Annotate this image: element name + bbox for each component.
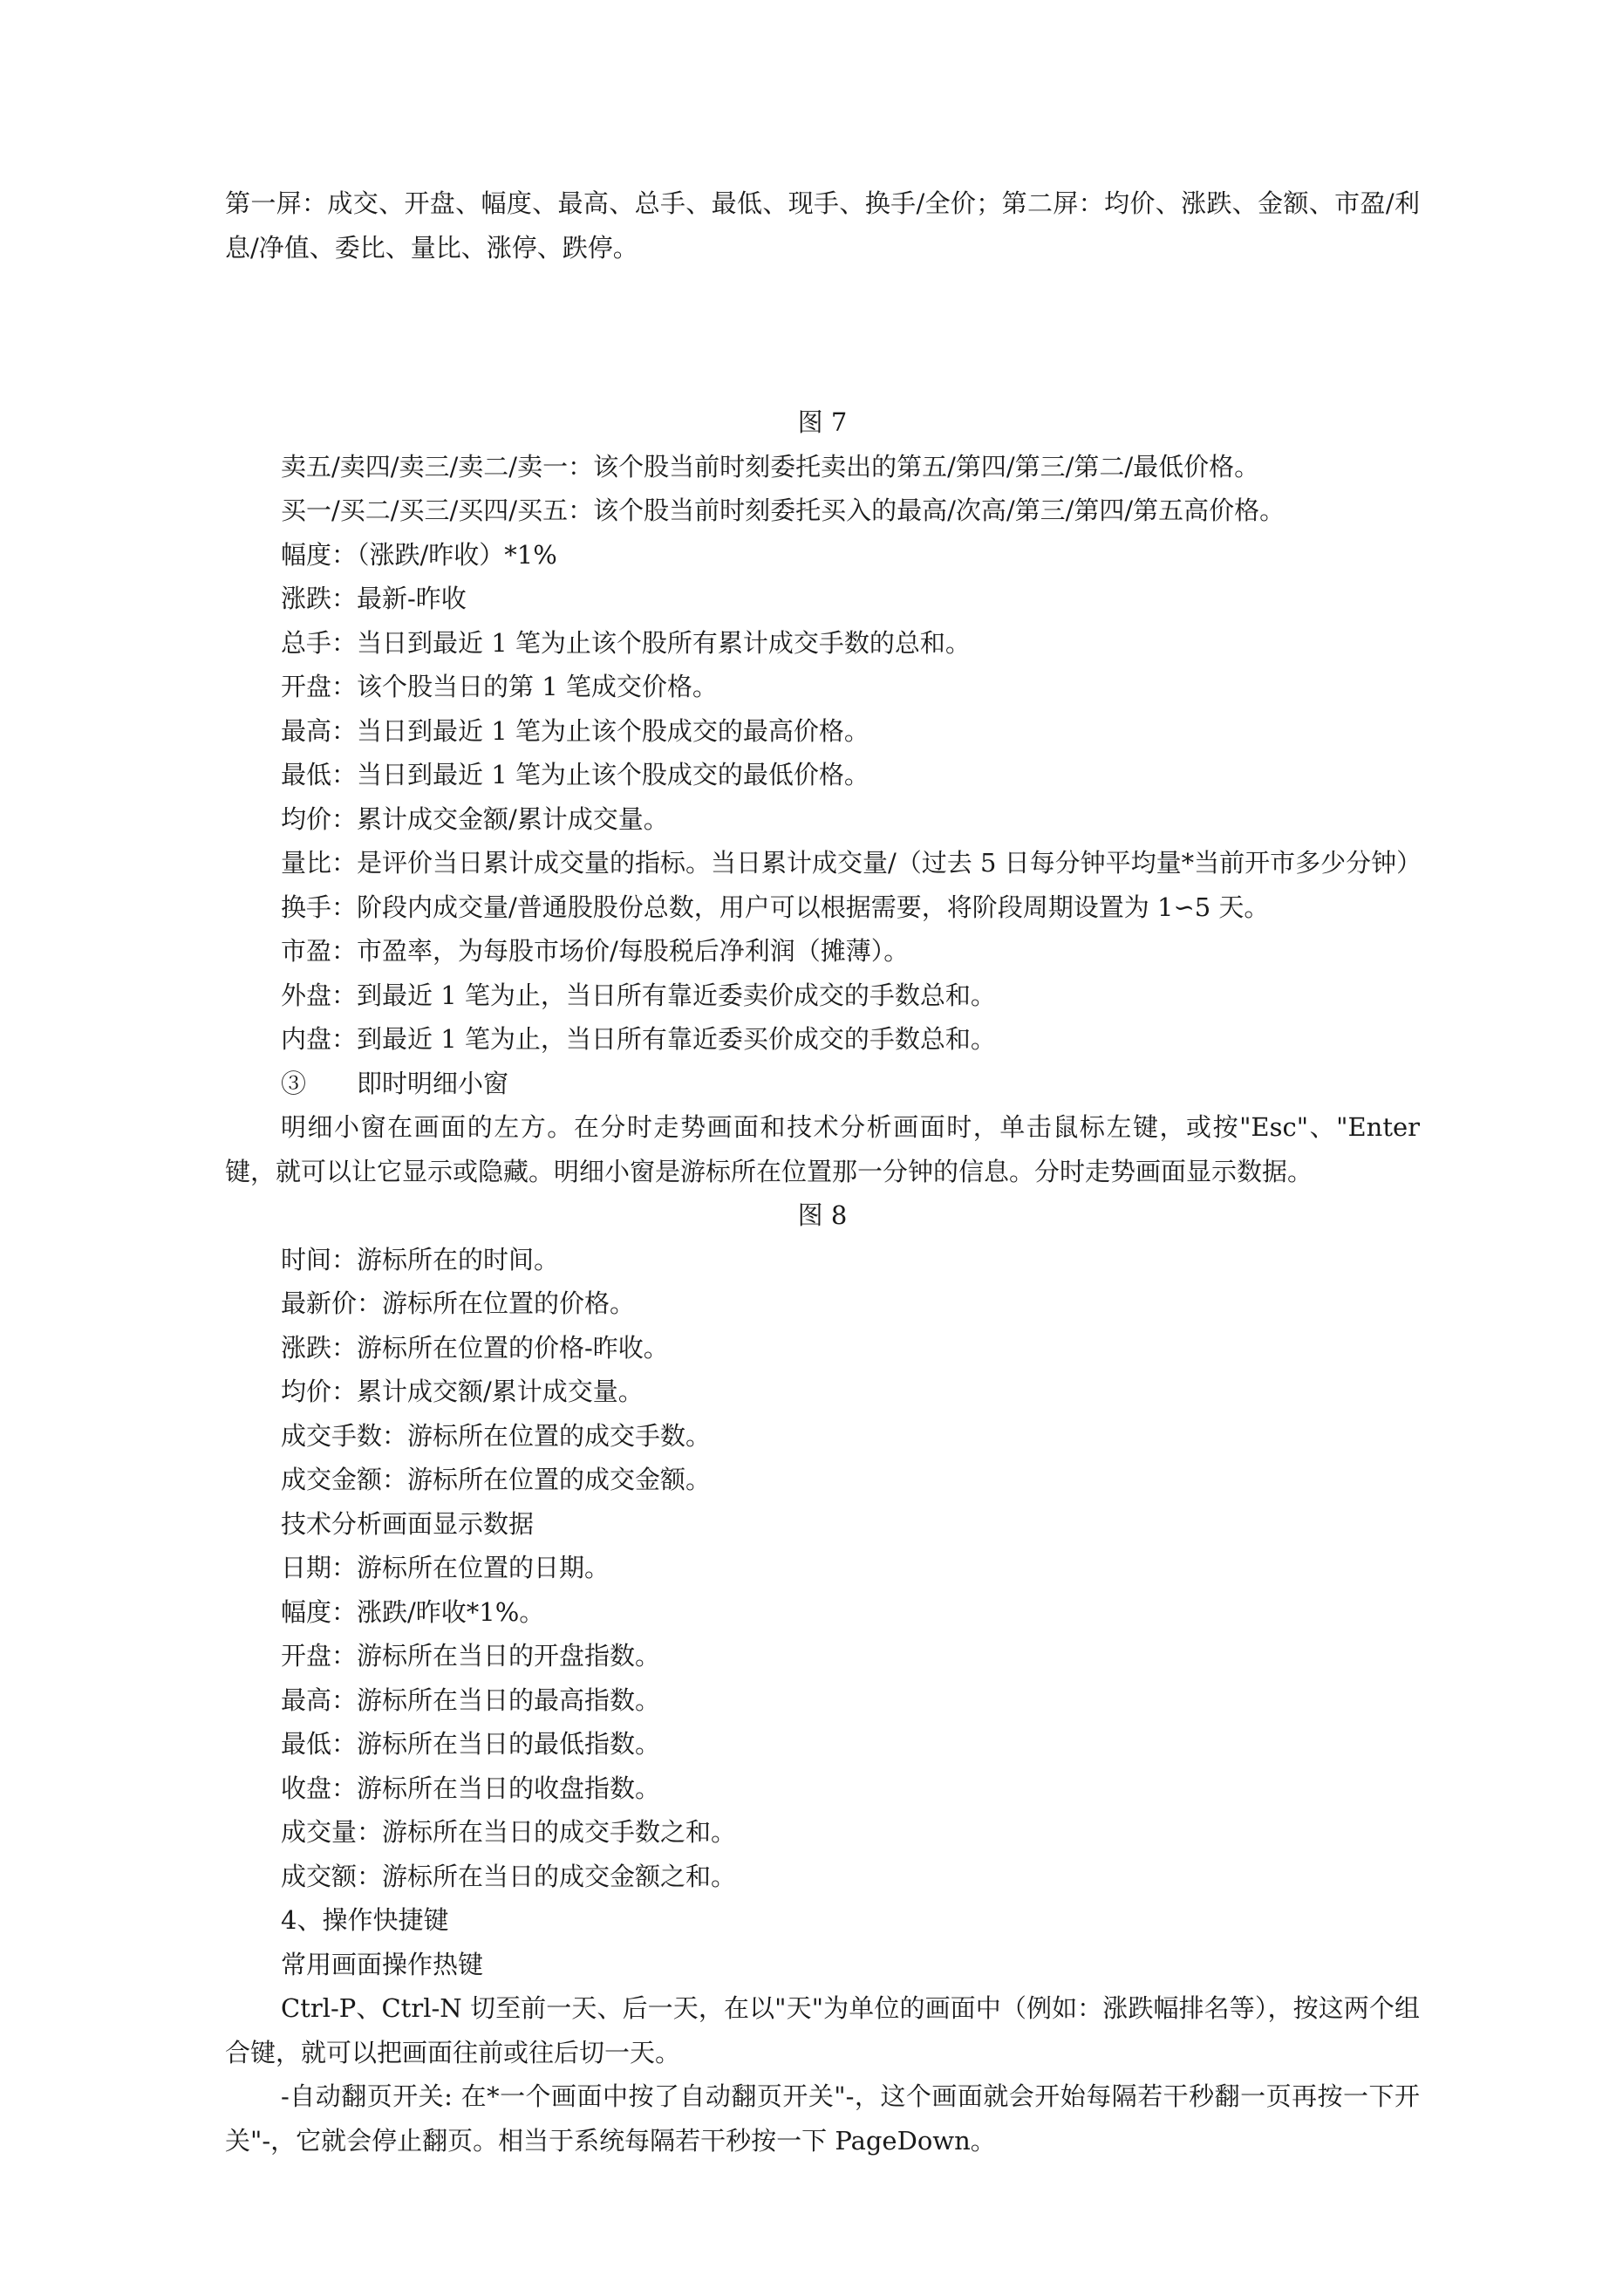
definitions-list-2	[225, 1238, 1420, 2163]
intro-paragraph: 第一屏：成交、开盘、幅度、最高、总手、最低、现手、换手/全价；第二屏：均价、涨跌、金额、市盈/利息/净值、委比、量比、涨停、跌停。	[225, 188, 1420, 263]
def-high: 最高：当日到最近 1 笔为止该个股成交的最高价格。	[281, 715, 869, 746]
def-amplitude: 幅度：（涨跌/昨收）*1%	[281, 539, 557, 570]
def-high-index: 最高：游标所在当日的最高指数。	[281, 1684, 661, 1715]
def-open-index: 开盘：游标所在当日的开盘指数。	[281, 1641, 661, 1671]
heading-shortcuts: 4、操作快捷键	[281, 1905, 449, 1935]
def-amount-sum: 成交额：游标所在当日的成交金额之和。	[281, 1861, 737, 1891]
def-low-index: 最低：游标所在当日的最低指数。	[281, 1729, 661, 1759]
hotkey-auto-page: -自动翻页开关: 在*一个画面中按了自动翻页开关"-，这个画面就会开始每隔若干秒翻一页再按一下开关"-，它就会停止翻页。相当于系统每隔若干秒按一下 PageDown。	[225, 2081, 1420, 2156]
figure-8-caption: 图 8	[797, 1200, 848, 1230]
def-trade-amount: 成交金额：游标所在位置的成交金额。	[281, 1465, 712, 1494]
def-buy-levels: 买一/买二/买三/买四/买五：该个股当前时刻委托买入的最高/次高/第三/第四/第五高价格。	[281, 495, 1285, 525]
figure-7-caption: 图 7	[797, 407, 848, 437]
def-change-2: 涨跌：游标所在位置的价格-昨收。	[281, 1332, 669, 1363]
def-turnover: 换手：阶段内成交量/普通股股份总数，用户可以根据需要，将阶段周期设置为 1∽5 天。	[281, 892, 1270, 922]
def-low: 最低：当日到最近 1 笔为止该个股成交的最低价格。	[281, 760, 869, 789]
heading-tech-analysis-data: 技术分析画面显示数据	[281, 1508, 535, 1539]
def-average-price: 均价：累计成交金额/累计成交量。	[281, 803, 669, 834]
def-volume-sum: 成交量：游标所在当日的成交手数之和。	[281, 1817, 737, 1847]
figure-7-space	[225, 270, 1420, 400]
def-pe-ratio: 市盈：市盈率，为每股市场价/每股税后净利润（摊薄）。	[281, 936, 910, 966]
section-detail-window: ③ 即时明细小窗	[281, 1068, 509, 1098]
def-sell-levels: 卖五/卖四/卖三/卖二/卖一：该个股当前时刻委托卖出的第五/第四/第三/第二/最低价格。	[281, 451, 1260, 482]
hotkey-ctrl-p-n: Ctrl-P、Ctrl-N 切至前一天、后一天，在以"天"为单位的画面中（例如：涨跌幅排名等），按这两个组合键，就可以把画面往前或往后切一天。	[225, 1993, 1420, 2067]
def-amplitude-2: 幅度：涨跌/昨收*1%。	[281, 1596, 545, 1627]
def-change: 涨跌：最新-昨收	[281, 584, 467, 613]
definitions-list-1	[225, 445, 1420, 1194]
def-time: 时间：游标所在的时间。	[281, 1244, 560, 1274]
def-volume-ratio: 量比：是评价当日累计成交量的指标。当日累计成交量/（过去 5 日每分钟平均量*当前开市多少分钟）	[281, 848, 1422, 878]
document-page	[225, 181, 1420, 2163]
detail-window-paragraph: 明细小窗在画面的左方。在分时走势画面和技术分析画面时，单击鼠标左键，或按"Esc"、"Enter 键，就可以让它显示或隐藏。明细小窗是游标所在位置那一分钟的信息。分时走势画面显示数据。	[225, 1112, 1420, 1186]
def-total-volume: 总手：当日到最近 1 笔为止该个股所有累计成交手数的总和。	[281, 627, 971, 658]
def-trade-lots: 成交手数：游标所在位置的成交手数。	[281, 1420, 712, 1451]
heading-common-hotkeys: 常用画面操作热键	[281, 1949, 484, 1979]
def-close-index: 收盘：游标所在当日的收盘指数。	[281, 1773, 661, 1803]
def-date: 日期：游标所在位置的日期。	[281, 1553, 610, 1582]
def-inner-volume: 内盘：到最近 1 笔为止，当日所有靠近委买价成交的手数总和。	[281, 1024, 996, 1054]
def-latest-price: 最新价：游标所在位置的价格。	[281, 1288, 636, 1318]
def-average-price-2: 均价：累计成交额/累计成交量。	[281, 1377, 644, 1406]
def-open: 开盘：该个股当日的第 1 笔成交价格。	[281, 672, 718, 701]
def-outer-volume: 外盘：到最近 1 笔为止，当日所有靠近委卖价成交的手数总和。	[281, 980, 996, 1010]
